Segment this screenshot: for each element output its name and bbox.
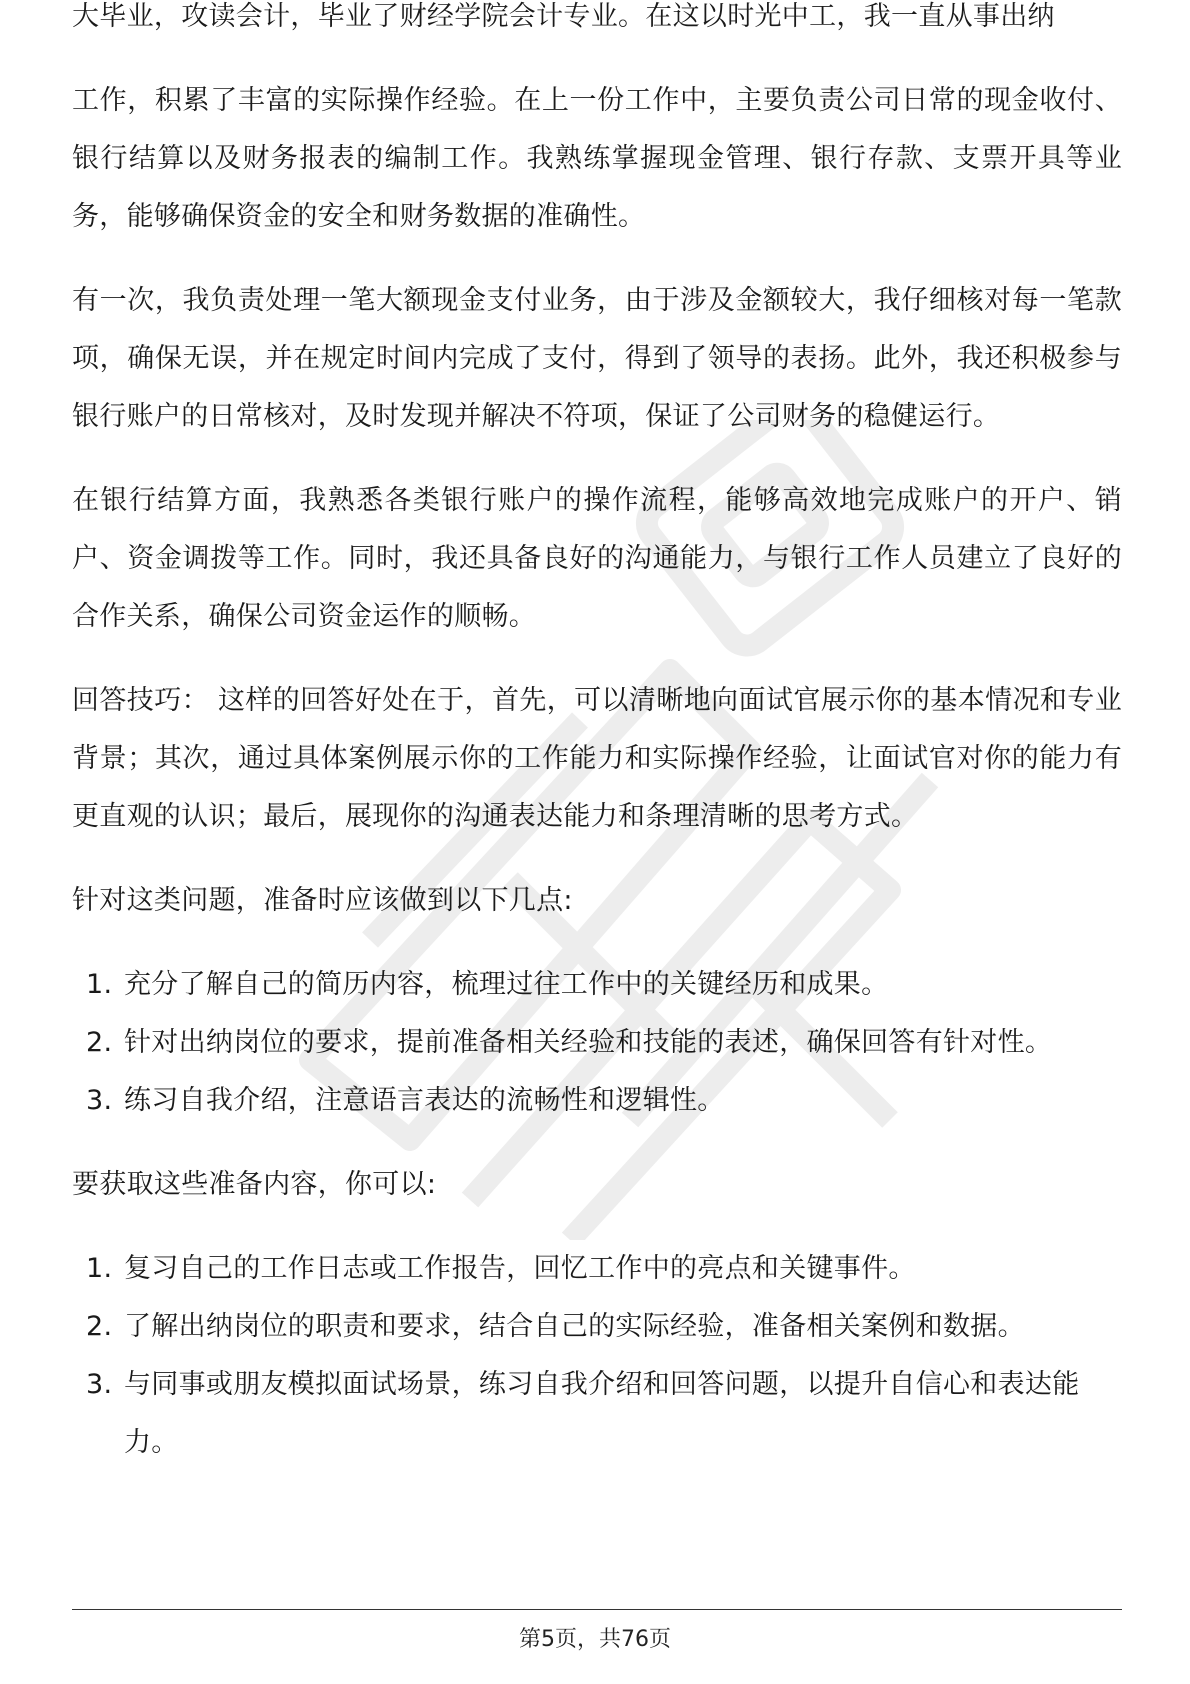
list-item: 2. 了解出纳岗位的职责和要求，结合自己的实际经验，准备相关案例和数据。 — [86, 1311, 1025, 1342]
prep-list — [72, 956, 1122, 1130]
list-item: 1. 充分了解自己的简历内容，梳理过往工作中的关键经历和成果。 — [86, 969, 889, 1000]
obtain-list — [72, 1240, 1122, 1472]
list-item: 3. 与同事或朋友模拟面试场景，练习自我介绍和回答问题，以提升自信心和表达能力。 — [86, 1369, 1080, 1458]
paragraph-bank-settlement: 在银行结算方面，我熟悉各类银行账户的操作流程，能够高效地完成账户的开户、销户、资金调拨等工作。同时，我还具备良好的沟通能力，与银行工作人员建立了良好的合作关系，确保公司资金运作的顺畅。 — [72, 485, 1122, 632]
list-item: 2. 针对出纳岗位的要求，提前准备相关经验和技能的表述，确保回答有针对性。 — [86, 1027, 1053, 1058]
page-number: 第5页，共76页 — [519, 1627, 671, 1652]
list-item: 3. 练习自我介绍，注意语言表达的流畅性和逻辑性。 — [86, 1085, 725, 1116]
paragraph-case-example: 有一次，我负责处理一笔大额现金支付业务，由于涉及金额较大，我仔细核对每一笔款项，确保无误，并在规定时间内完成了支付，得到了领导的表扬。此外，我还积极参与银行账户的日常核对，及时发现并解决不符项，保证了公司财务的稳健运行。 — [72, 285, 1122, 432]
paragraph-obtain-intro: 要获取这些准备内容，你可以: — [72, 1169, 437, 1200]
paragraph-work-experience: 工作，积累了丰富的实际操作经验。在上一份工作中，主要负责公司日常的现金收付、银行结算以及财务报表的编制工作。我熟练掌握现金管理、银行存款、支票开具等业务，能够确保资金的安全和财务数据的准确性。 — [72, 85, 1122, 232]
list-item: 1. 复习自己的工作日志或工作报告，回忆工作中的亮点和关键事件。 — [86, 1253, 916, 1284]
document-body — [72, 1, 1122, 1498]
paragraph-prep-intro: 针对这类问题，准备时应该做到以下几点: — [72, 885, 573, 916]
paragraph-intro-cut: 大毕业，攻读会计，毕业了财经学院会计专业。在这以时光中工，我一直从事出纳 — [72, 1, 1055, 32]
paragraph-answer-tips: 回答技巧： 这样的回答好处在于，首先，可以清晰地向面试官展示你的基本情况和专业背景；其次，通过具体案例展示你的工作能力和实际操作经验，让面试官对你的能力有更直观的认识；最后，展现你的沟通表达能力和条理清晰的思考方式。 — [72, 685, 1122, 832]
footer-divider — [72, 1609, 1122, 1610]
